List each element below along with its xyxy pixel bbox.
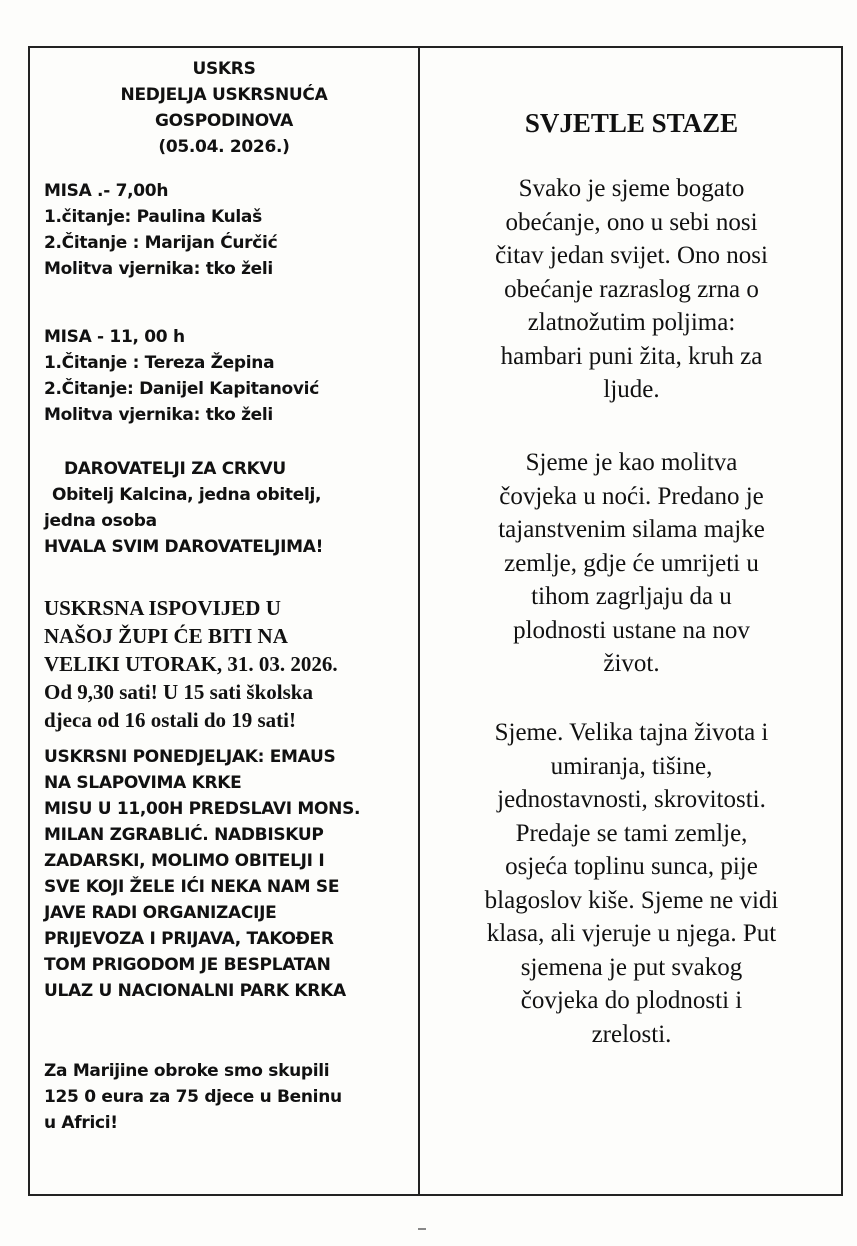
text-line: SVE KOJI ŽELE IĆI NEKA NAM SE bbox=[44, 877, 340, 897]
text-line: VELIKI UTORAK, 31. 03. 2026. bbox=[44, 652, 338, 676]
text-line: 1.Čitanje : Tereza Žepina bbox=[44, 353, 275, 373]
text-line: ULAZ U NACIONALNI PARK KRKA bbox=[44, 981, 346, 1001]
text-line: život. bbox=[603, 650, 660, 677]
text-line: MISU U 11,00H PREDSLAVI MONS. bbox=[44, 799, 361, 819]
text-line: Svako je sjeme bogato bbox=[518, 175, 745, 202]
confession-notice bbox=[44, 594, 338, 734]
text-line: Za Marijine obroke smo skupili bbox=[44, 1061, 330, 1081]
text-line: obećanje razraslog zrna o bbox=[504, 275, 759, 303]
text-line: Sjeme. Velika tajna života i bbox=[494, 719, 769, 746]
text-line: Od 9,30 sati! U 15 sati školska bbox=[44, 680, 313, 704]
text-line: NA SLAPOVIMA KRKE bbox=[44, 773, 242, 793]
text-line: djeca od 16 ostali do 19 sati! bbox=[44, 708, 296, 732]
text-line: GOSPODINOVA bbox=[154, 111, 294, 131]
reflection-paragraph-2 bbox=[420, 446, 843, 681]
text-line: MISA .- 7,00h bbox=[44, 181, 169, 201]
mass-7-schedule bbox=[44, 178, 277, 282]
text-line: HVALA SVIM DAROVATELJIMA! bbox=[44, 537, 324, 557]
text-line: jednostavnosti, skrovitosti. bbox=[497, 786, 766, 813]
text-line: blagoslov kiše. Sjeme ne vidi bbox=[484, 886, 779, 914]
text-line: zrelosti. bbox=[591, 1020, 672, 1048]
reflection-paragraph-3 bbox=[420, 716, 843, 1051]
text-line: USKRSNI PONEDJELJAK: EMAUS bbox=[44, 747, 336, 767]
text-line: sjemena je put svakog bbox=[520, 953, 743, 981]
text-line: Predaje se tami zemlje, bbox=[515, 819, 748, 847]
text-line: Molitva vjernika: tko želi bbox=[44, 259, 273, 279]
text-line: NAŠOJ ŽUPI ĆE BITI NA bbox=[44, 624, 288, 648]
text-line: čitav jedan svijet. Ono nosi bbox=[495, 242, 768, 269]
text-line: Obitelj Kalcina, jedna obitelj, bbox=[52, 485, 322, 505]
text-line: (05.04. 2026.) bbox=[158, 137, 290, 157]
text-line: 2.Čitanje : Marijan Ćurčić bbox=[44, 233, 278, 253]
text-line: Molitva vjernika: tko želi bbox=[44, 405, 273, 425]
donors-section bbox=[44, 456, 323, 560]
text-line: 125 0 eura za 75 djece u Beninu bbox=[44, 1087, 342, 1107]
text-line: JAVE RADI ORGANIZACIJE bbox=[44, 903, 277, 923]
text-line: u Africi! bbox=[44, 1113, 118, 1133]
text-line: MILAN ZGRABLIĆ. NADBISKUP bbox=[44, 825, 324, 845]
text-line: osjeća toplinu sunca, pije bbox=[505, 853, 758, 880]
text-line: ljude. bbox=[603, 376, 660, 403]
text-line: klasa, ali vjeruje u njega. Put bbox=[486, 920, 777, 947]
easter-monday-notice bbox=[44, 744, 360, 1004]
text-line: zlatnožutim poljima: bbox=[527, 309, 736, 336]
text-line: ZADARSKI, MOLIMO OBITELJI I bbox=[44, 851, 325, 871]
text-line: USKRSNA ISPOVIJED U bbox=[44, 596, 281, 620]
text-line: MISA - 11, 00 h bbox=[44, 327, 185, 347]
text-line: čovjeka u noći. Predano je bbox=[499, 482, 764, 510]
reflection-paragraph-1 bbox=[420, 172, 843, 407]
text-line: PRIJEVOZA I PRIJAVA, TAKOĐER bbox=[44, 929, 334, 949]
mass-11-schedule bbox=[44, 324, 319, 428]
scan-mark bbox=[418, 1228, 426, 1230]
easter-header bbox=[30, 56, 418, 160]
text-line: TOM PRIGODOM JE BESPLATAN bbox=[44, 955, 331, 975]
meals-donation-notice bbox=[44, 1058, 342, 1136]
text-line: 2.Čitanje: Danijel Kapitanović bbox=[44, 379, 319, 399]
text-line: zemlje, gdje će umrijeti u bbox=[504, 549, 759, 577]
text-line: USKRS bbox=[192, 59, 256, 79]
text-line: plodnosti ustane na nov bbox=[513, 616, 750, 644]
text-line: umiranja, tišine, bbox=[550, 752, 713, 780]
text-line: čovjeka do plodnosti i bbox=[520, 987, 743, 1014]
text-line: Sjeme je kao molitva bbox=[525, 449, 738, 476]
reflection-title: SVJETLE STAZE bbox=[524, 108, 739, 138]
text-line: NEDJELJA USKRSNUĆA bbox=[120, 85, 328, 105]
text-line: hambari puni žita, kruh za bbox=[500, 342, 763, 370]
text-line: obećanje, ono u sebi nosi bbox=[505, 208, 758, 236]
text-line: tihom zagrljaju da u bbox=[531, 583, 732, 610]
text-line: DAROVATELJI ZA CRKVU bbox=[64, 459, 286, 479]
text-line: 1.čitanje: Paulina Kulaš bbox=[44, 207, 262, 227]
text-line: tajanstvenim silama majke bbox=[498, 516, 765, 543]
text-line: jedna osoba bbox=[44, 511, 157, 531]
